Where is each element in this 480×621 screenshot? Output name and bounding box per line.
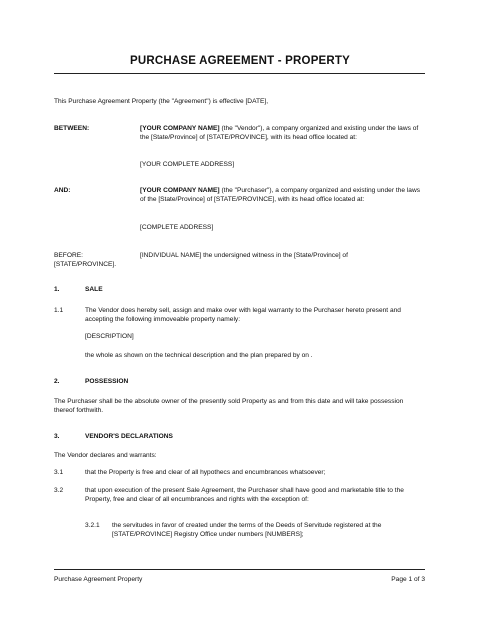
and-address: [COMPLETE ADDRESS] [140, 224, 214, 231]
between-label: BETWEEN: [54, 125, 90, 132]
clause-1-1-number: 1.1 [54, 307, 64, 314]
footer-rule [54, 569, 425, 570]
section-2-number: 2. [54, 378, 60, 385]
intro-paragraph: This Purchase Agreement Property (the "Agreement") is effective [DATE], [54, 98, 269, 105]
clause-3-1-text: that the Property is free and clear of all hypothecs and encumbrances whatsoever; [85, 469, 326, 476]
and-label: AND: [54, 187, 71, 194]
clause-3-1-number: 3.1 [54, 469, 64, 476]
description-placeholder: [DESCRIPTION] [85, 333, 134, 340]
and-text: (the "Purchaser"), a company organized and existing under the laws of the [State/Province] of [STATE/PROVINCE], with its head office located at: [140, 187, 421, 203]
between-party: [YOUR COMPANY NAME] [140, 125, 220, 132]
section-1-number: 1. [54, 286, 60, 293]
whole-as-shown-text: the whole as shown on the technical description and the plan prepared by on . [85, 352, 313, 359]
footer-page-number: Page 1 of 3 [391, 576, 425, 583]
possession-paragraph: The Purchaser shall be the absolute owner of the presently sold Property as and from this date and will take possession thereof forthwith. [54, 398, 404, 414]
before-label: BEFORE: [54, 252, 83, 259]
footer-document-name: Purchase Agreement Property [54, 576, 143, 583]
clause-3-2-number: 3.2 [54, 487, 64, 494]
and-party: [YOUR COMPANY NAME] [140, 187, 220, 194]
between-paragraph [140, 124, 425, 142]
section-1-heading: SALE [85, 286, 103, 293]
clause-3-2-1-text: the servitudes in favor of created under the terms of the Deeds of Servitude registered at the [STATE/PROVINCE] Registry Office under numbers [NUMBERS]; [112, 522, 382, 538]
section-2-heading: POSSESSION [85, 378, 129, 385]
clause-3-2-text: that upon execution of the present Sale Agreement, the Purchaser shall have good and marketable title to the Property, free and clear of all encumbrances and rights with the exception of: [85, 487, 404, 503]
clause-1-1-text: The Vendor does hereby sell, assign and make over with legal warranty to the Purchaser hereto present and accepting the following immoveable property namely: [85, 307, 401, 323]
declarations-intro: The Vendor declares and warrants: [54, 452, 157, 459]
between-text: (the "Vendor"), a company organized and existing under the laws of the [State/Province] of [STATE/PROVINCE], with its head office located at: [140, 125, 419, 141]
section-3-heading: VENDOR'S DECLARATIONS [85, 433, 173, 440]
document-title: PURCHASE AGREEMENT - PROPERTY [129, 55, 351, 67]
section-3-number: 3. [54, 433, 60, 440]
between-address: [YOUR COMPLETE ADDRESS] [140, 161, 235, 168]
and-paragraph [140, 186, 425, 204]
clause-3-2-1-number: 3.2.1 [85, 522, 100, 529]
before-continuation: [STATE/PROVINCE]. [54, 261, 117, 268]
title-rule [54, 73, 425, 74]
before-text: [INDIVIDUAL NAME] the undersigned witness in the [State/Province] of [140, 252, 348, 259]
